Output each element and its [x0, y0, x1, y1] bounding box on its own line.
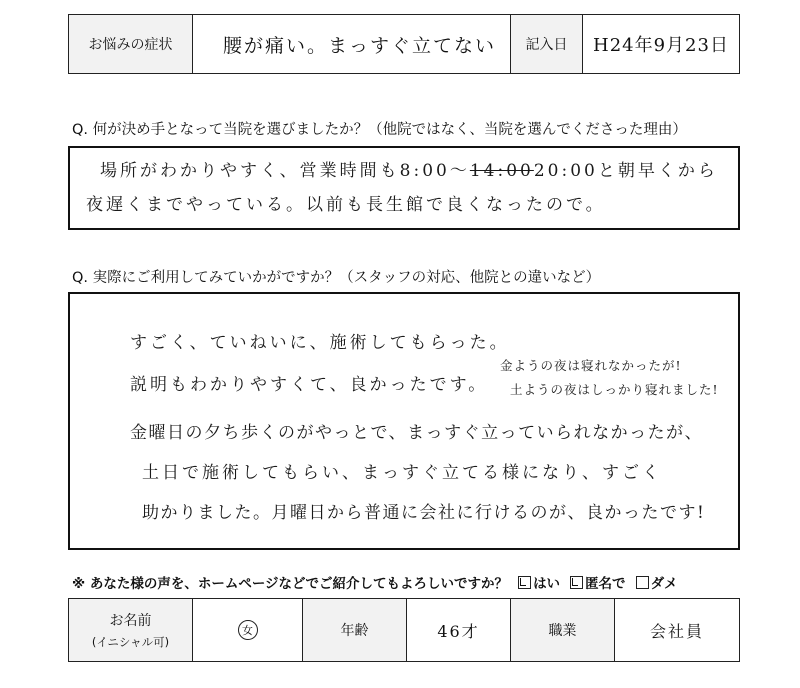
consent-yes[interactable]: [518, 572, 560, 592]
consent-text: ※ あなた様の声を、ホームページなどでご紹介してもよろしいですか？: [72, 576, 509, 592]
checkbox-yes-icon[interactable]: [518, 576, 531, 589]
answer-reason-struck-time: 14:00: [469, 161, 534, 181]
answer-box-reason: [68, 146, 740, 230]
answer-experience-line-4: 土日で施術してもらい、まっすぐ立てる様になり、すごく: [142, 463, 662, 483]
answer-experience-line-5: 助かりました。月曜日から普通に会社に行けるのが、良かったです!: [142, 503, 706, 523]
date-value: H24年9月23日: [593, 35, 729, 56]
checkbox-anon-icon[interactable]: [570, 576, 583, 589]
answer-experience-line-2: 説明もわかりやすくて、良かったです。: [130, 375, 489, 395]
consent-no-label: ダメ: [650, 576, 678, 592]
question-reason: Q. 何が決め手となって当院を選びましたか？（他院ではなく、当院を選んでくださった理由）: [72, 122, 687, 138]
consent-anon-label: 匿名で: [585, 576, 626, 592]
answer-reason-line-1: [100, 156, 718, 181]
name-value-cell: [193, 599, 303, 661]
age-value: 46才: [407, 599, 511, 661]
job-label: 職業: [511, 599, 615, 661]
age-label: 年齢: [303, 599, 407, 661]
job-value: 会社員: [649, 621, 704, 641]
consent-row: [72, 572, 678, 592]
answer-reason-line-1b: 20:00と朝早くから: [533, 161, 718, 181]
consent-yes-label: はい: [533, 576, 561, 592]
name-label: お名前: [109, 613, 152, 629]
question-experience: Q. 実際にご利用してみていかがですか？（スタッフの対応、他院との違いなど）: [72, 270, 601, 286]
name-value: 女: [238, 620, 258, 640]
symptom-value: 腰が痛い。まっすぐ立てない: [193, 15, 511, 73]
name-label-cell: [69, 599, 193, 661]
side-note-2: 土ようの夜はしっかり寝れました!: [510, 382, 719, 397]
answer-experience-line-3: 金曜日の夕ち歩くのがやっとで、まっすぐ立っていられなかったが、: [130, 423, 704, 443]
name-sub-label: (イニシャル可): [91, 635, 170, 649]
header-table: [68, 14, 740, 74]
symptom-label: お悩みの症状: [69, 15, 193, 73]
answer-reason-line-2: 夜遅くまでやっている。以前も長生館で良くなったので。: [86, 195, 606, 215]
side-note-1: 金ようの夜は寝れなかったが!: [500, 358, 682, 373]
checkbox-no-icon[interactable]: [636, 576, 649, 589]
footer-table: [68, 598, 740, 662]
answer-experience-line-1: すごく、ていねいに、施術してもらった。: [130, 333, 510, 353]
answer-reason-line-1a: 場所がわかりやすく、営業時間も8:00〜: [100, 161, 470, 181]
consent-anon[interactable]: [570, 572, 626, 592]
answer-box-experience: [68, 292, 740, 550]
date-label: 記入日: [511, 15, 583, 73]
consent-no[interactable]: [636, 572, 678, 592]
